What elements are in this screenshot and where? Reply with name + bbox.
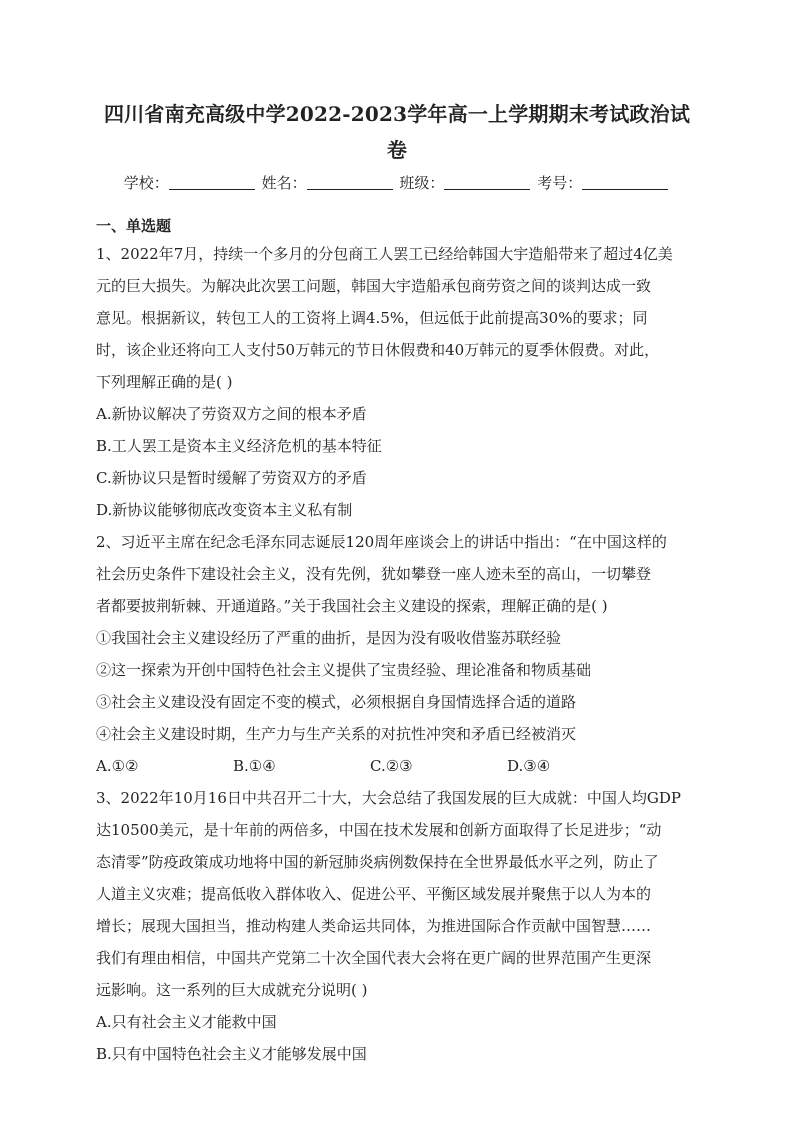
- school-blank: [169, 173, 255, 190]
- option-a: A.新协议解决了劳资双方之间的根本矛盾: [96, 405, 367, 423]
- statement-2: ②这一探索为开创中国特色社会主义提供了宝贵经验、理论准备和物质基础: [96, 661, 592, 679]
- question-line: 3、2022年10月16日中共召开二十大，大会总结了我国发展的巨大成就：中国人均GDP: [96, 789, 681, 807]
- question-line: 达10500美元，是十年前的两倍多，中国在技术发展和创新方面取得了长足进步；“动: [96, 821, 662, 839]
- question-line: 意见。根据新议，转包工人的工资将上调4.5%，但远低于此前提高30%的要求；同: [96, 309, 648, 327]
- question-line: 我们有理由相信，中国共产党第二十次全国代表大会将在更广阔的世界范围产生更深: [96, 949, 652, 967]
- question-line: 者都要披荆斩棘、开通道路。”关于我国社会主义建设的探索，理解正确的是( ): [96, 597, 608, 615]
- option-c: C.②③: [370, 757, 413, 775]
- question-line: 元的巨大损失。为解决此次罢工问题，韩国大宇造船承包商劳资之间的谈判达成一致: [96, 277, 652, 295]
- name-blank: [307, 173, 393, 190]
- number-label: 考号：: [537, 174, 583, 192]
- question-line: 社会历史条件下建设社会主义，没有先例，犹如攀登一座人迹未至的高山，一切攀登: [96, 565, 652, 583]
- question-line: 人道主义灾难；提高低收入群体收入、促进公平、平衡区域发展并聚焦于以人为本的: [96, 885, 652, 903]
- school-label: 学校：: [123, 174, 169, 192]
- question-2: [96, 526, 698, 782]
- option-d: D.新协议能够彻底改变资本主义私有制: [96, 501, 353, 519]
- option-b: B.①④: [233, 757, 276, 775]
- student-info-line: [96, 168, 698, 198]
- class-blank: [444, 173, 530, 190]
- question-line: 下列理解正确的是( ): [96, 373, 233, 391]
- question-line: 远影响。这一系列的巨大成就充分说明( ): [96, 981, 368, 999]
- question-line: 态清零”防疫政策成功地将中国的新冠肺炎病例数保持在全世界最低水平之列，防止了: [96, 853, 659, 871]
- options-row: [96, 750, 698, 782]
- statement-3: ③社会主义建设没有固定不变的模式，必须根据自身国情选择合适的道路: [96, 693, 577, 711]
- question-line: 1、2022年7月，持续一个多月的分包商工人罢工已经给韩国大宇造船带来了超过4亿美: [96, 245, 673, 263]
- option-a: A.①②: [96, 757, 139, 775]
- statement-1: ①我国社会主义建设经历了严重的曲折，是因为没有吸收借鉴苏联经验: [96, 629, 562, 647]
- statement-4: ④社会主义建设时期，生产力与生产关系的对抗性冲突和矛盾已经被消灭: [96, 725, 577, 743]
- option-d: D.③④: [507, 757, 551, 775]
- exam-title: 四川省南充高级中学2022-2023学年高一上学期期末考试政治试卷: [103, 102, 691, 162]
- option-b: B.工人罢工是资本主义经济危机的基本特征: [96, 437, 382, 455]
- option-b: B.只有中国特色社会主义才能够发展中国: [96, 1045, 367, 1063]
- question-3: [96, 782, 698, 1070]
- name-label: 姓名：: [261, 174, 307, 192]
- section-heading: 一、单选题: [96, 217, 172, 235]
- option-c: C.新协议只是暂时缓解了劳资双方的矛盾: [96, 469, 367, 487]
- question-line: 2、习近平主席在纪念毛泽东同志诞辰120周年座谈会上的讲话中指出：“在中国这样的: [96, 533, 667, 551]
- option-a: A.只有社会主义才能救中国: [96, 1013, 277, 1031]
- question-line: 增长；展现大国担当，推动构建人类命运共同体，为推进国际合作贡献中国智慧……: [96, 917, 652, 935]
- question-1: [96, 238, 698, 526]
- question-line: 时，该企业还将向工人支付50万韩元的节日休假费和40万韩元的夏季休假费。对此，: [96, 341, 660, 359]
- class-label: 班级：: [399, 174, 445, 192]
- number-blank: [582, 173, 668, 190]
